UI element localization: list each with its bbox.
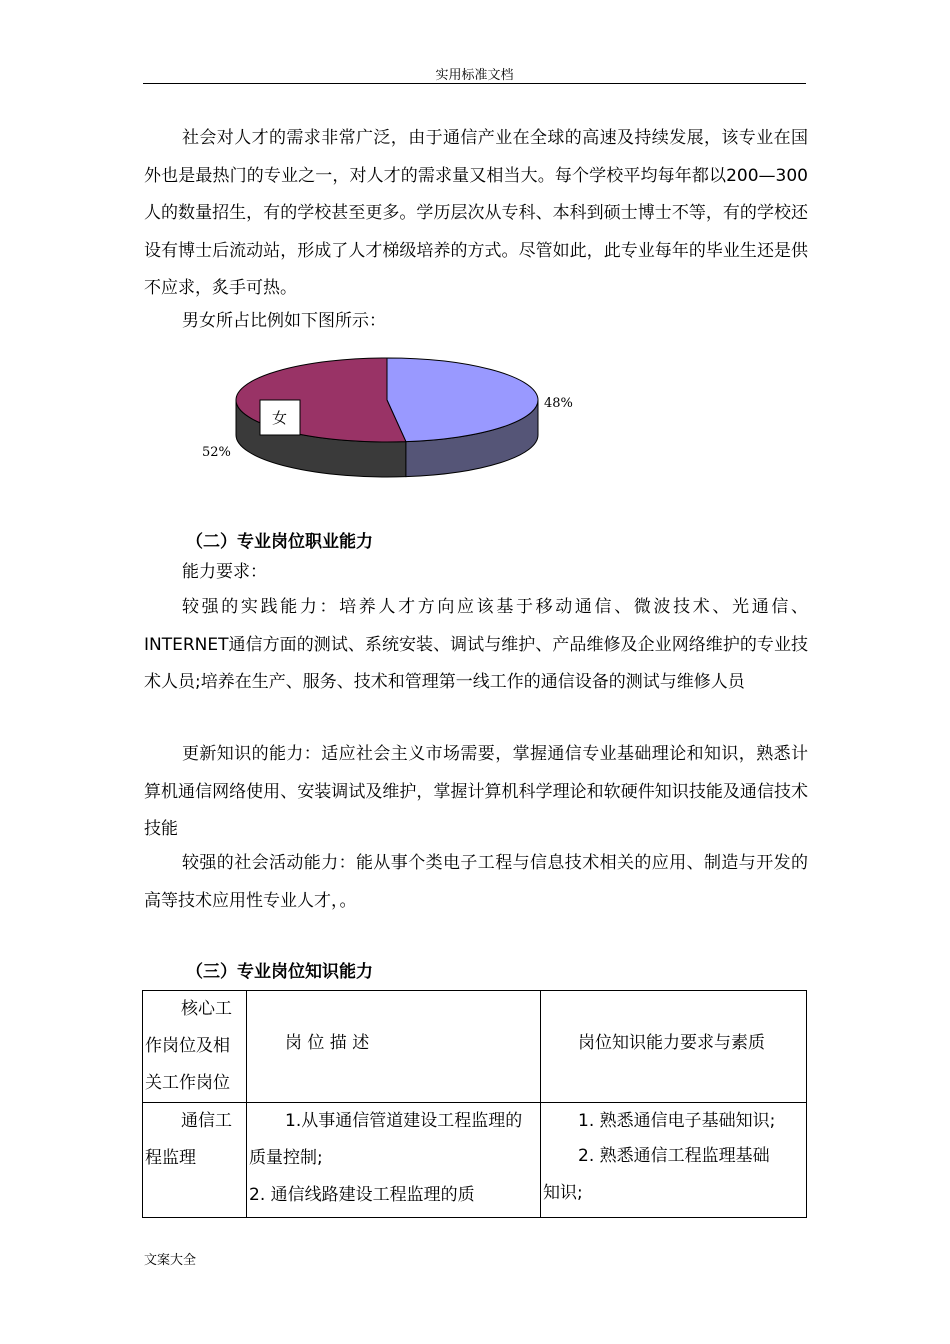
legend-label: 女 <box>272 409 288 427</box>
table-header-row <box>143 991 807 1103</box>
page-footer: 文案大全 <box>144 1253 197 1268</box>
cell-description: 1.从事通信管道建设工程监理的质量控制; 2. 通信线路建设工程监理的质 <box>247 1103 541 1218</box>
section-2-title: （二）专业岗位职业能力 <box>186 532 373 552</box>
cell-requirements: 1. 熟悉通信电子基础知识; 2. 熟悉通信工程监理基础 知识; <box>541 1103 807 1218</box>
header-cell-post: 核心工作岗位及相关工作岗位 <box>143 991 247 1103</box>
header-cell-requirements: 岗位知识能力要求与素质 <box>541 991 807 1103</box>
chart-caption: 男女所占比例如下图所示： <box>182 311 386 331</box>
header-cell-description: 岗 位 描 述 <box>247 991 541 1103</box>
pie-label-0: 52% <box>202 445 231 460</box>
social-ability-paragraph: 较强的社会活动能力：能从事个类电子工程与信息技术相关的应用、制造与开发的高等技术应用性专业人才，。 <box>144 853 808 911</box>
knowledge-update-paragraph: 更新知识的能力：适应社会主义市场需要，掌握通信专业基础理论和知识，熟悉计算机通信网络使用、安装调试及维护，掌握计算机科学理论和软硬件知识技能及通信技术技能 <box>144 744 808 839</box>
header-rule <box>143 83 806 84</box>
page-header: 实用标准文档 <box>435 68 514 83</box>
section-3-title: （三）专业岗位知识能力 <box>186 962 373 982</box>
practical-ability-paragraph: 较强的实践能力：培养人才方向应该基于移动通信、微波技术、光通信、INTERNET通信方面的测试、系统安装、调试与维护、产品维修及企业网络维护的专业技术人员;培养在生产、服务、技术和管理第一线工作的通信设备的测试与维修人员 <box>144 597 808 692</box>
pie-label-1: 48% <box>544 396 573 411</box>
intro-paragraph: 社会对人才的需求非常广泛，由于通信产业在全球的高速及持续发展，该专业在国外也是最热门的专业之一，对人才的需求量又相当大。每个学校平均每年都以200—300人的数量招生，有的学校甚至更多。学历层次从专科、本科到硕士博士不等，有的学校还设有博士后流动站，形成了人才梯级培养的方式。尽管如此，此专业每年的毕业生还是供不应求，炙手可热。 <box>144 128 808 298</box>
section-2-lead: 能力要求： <box>182 562 267 582</box>
table-row <box>143 1103 807 1218</box>
gender-pie-chart <box>196 355 586 495</box>
cell-post: 通信工程监理 <box>143 1103 247 1218</box>
job-knowledge-table <box>142 990 807 1218</box>
